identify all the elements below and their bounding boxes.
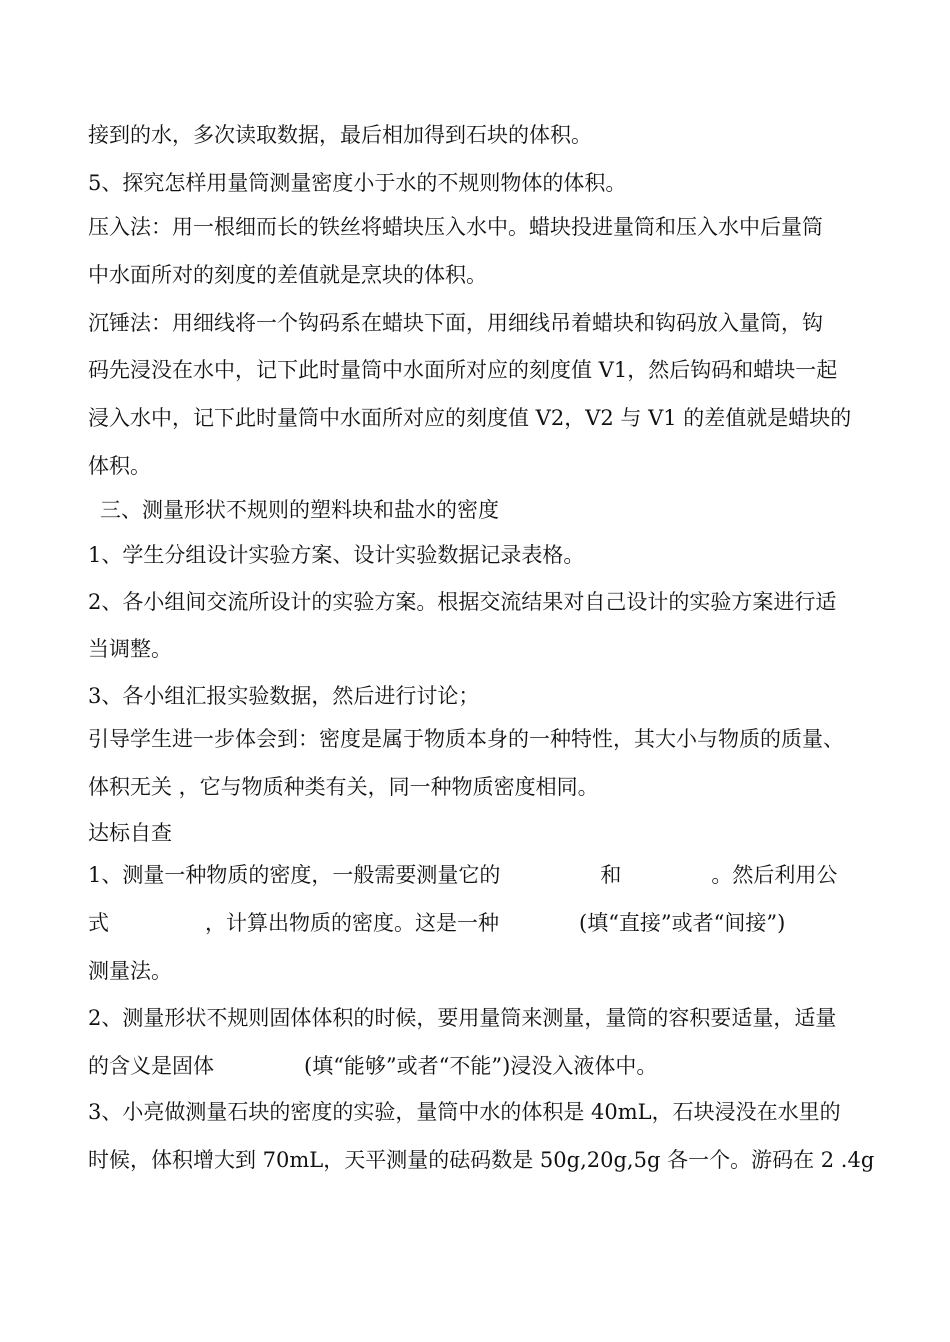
- text-line: 1、学生分组设计实验方案、设计实验数据记录表格。: [88, 543, 585, 567]
- question-text: 式: [88, 911, 109, 935]
- text-line: 当调整。: [88, 637, 172, 661]
- text-line: 体积无关 ，它与物质种类有关，同一种物质密度相同。: [88, 775, 599, 799]
- text-line: 压入法：用一根细而长的铁丝将蜡块压入水中。蜡块投进量筒和压入水中后量筒: [88, 215, 823, 239]
- text-line: 接到的水，多次读取数据，最后相加得到石块的体积。: [88, 123, 592, 147]
- text-line: 码先浸没在水中，记下此时量筒中水面所对应的刻度值 V1，然后钩码和蜡块一起: [88, 358, 838, 382]
- text-line: 浸入水中，记下此时量筒中水面所对应的刻度值 V2，V2 与 V1 的差值就是蜡块的: [88, 406, 852, 430]
- section-heading: 三、测量形状不规则的塑料块和盐水的密度: [100, 498, 499, 522]
- text-line: 2、测量形状不规则固体体积的时候，要用量筒来测量，量筒的容积要适量，适量: [88, 1006, 837, 1030]
- question-text: (填“直接”或者“间接”): [579, 911, 786, 935]
- question-text: 1、测量一种物质的密度，一般需要测量它的: [88, 863, 501, 887]
- text-line: 5、探究怎样用量筒测量密度小于水的不规则物体的体积。: [88, 171, 627, 195]
- text-line: 测量法。: [88, 959, 172, 983]
- question-text: (填“能够”或者“不能”)浸没入液体中。: [304, 1054, 658, 1078]
- question-text: 。然后利用公: [711, 863, 838, 887]
- question-line: [88, 910, 878, 936]
- text-line: 时候，体积增大到 70mL，天平测量的砝码数是 50g,20g,5g 各一个。游码在 2 .4g: [88, 1148, 875, 1172]
- text-line: 体积。: [88, 454, 151, 478]
- text-line: 3、各小组汇报实验数据，然后进行讨论；: [88, 684, 480, 708]
- text-line: 中水面所对的刻度的差值就是烹块的体积。: [88, 263, 487, 287]
- text-line: 沉锤法：用细线将一个钩码系在蜡块下面，用细线吊着蜡块和钩码放入量筒，钩: [88, 311, 823, 335]
- question-text: ，计算出物质的密度。这是一种: [205, 911, 499, 935]
- text-line: 引导学生进一步体会到：密度是属于物质本身的一种特性，其大小与物质的质量、: [88, 727, 844, 751]
- text-line: 2、各小组间交流所设计的实验方案。根据交流结果对自己设计的实验方案进行适: [88, 590, 837, 614]
- question-text: 和: [600, 863, 622, 887]
- question-text: 的含义是固体: [88, 1054, 214, 1078]
- section-heading: 达标自查: [88, 821, 172, 845]
- text-line: 3、小亮做测量石块的密度的实验，量筒中水的体积是 40mL，石块浸没在水里的: [88, 1100, 841, 1124]
- question-line: [88, 1053, 878, 1079]
- question-line: [88, 862, 878, 888]
